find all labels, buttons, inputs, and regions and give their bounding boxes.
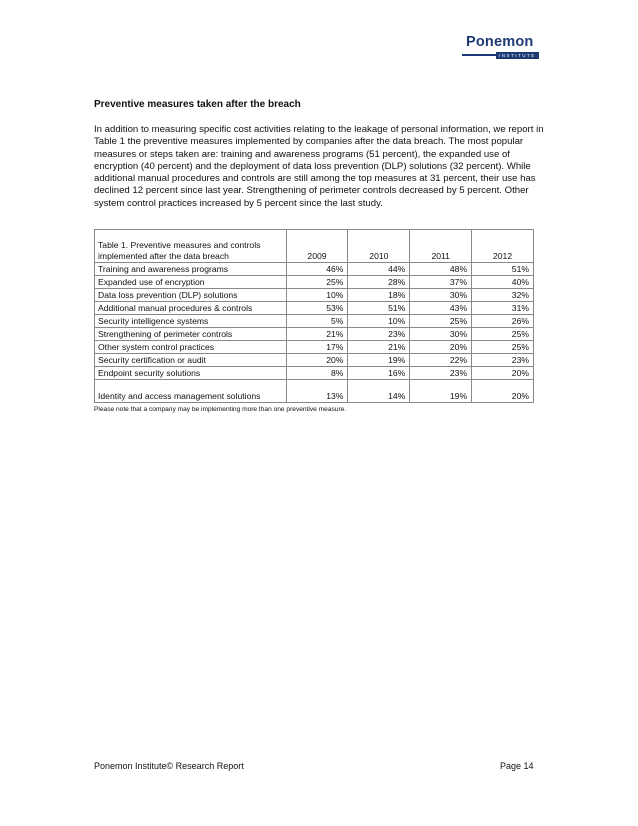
cell-value: 20% [472, 367, 534, 380]
cell-value: 31% [472, 302, 534, 315]
row-label: Data loss prevention (DLP) solutions [95, 289, 287, 302]
year-header: 2011 [410, 230, 472, 263]
cell-value: 21% [286, 328, 348, 341]
logo-subtitle: INSTITUTE [496, 52, 539, 59]
row-label: Security certification or audit [95, 354, 287, 367]
table-row [95, 302, 534, 315]
cell-value: 44% [348, 263, 410, 276]
body-paragraph: In addition to measuring specific cost activities relating to the leakage of personal information, we report in Table 1 the preventive measures implemented by companies after the data breach. The most popular measures or steps taken are: training and awareness programs (51 percent), the expanded use of encryption (40 percent) and the deployment of data loss prevention (DLP) solutions (32 percent). While additional manual procedures and controls are still among the top measures at 31 percent, their use has declined 12 percent since last year. Strengthening of perimeter controls decreased by 5 percent. Other system control practices increased by 5 percent since the last study. [94, 124, 544, 209]
row-label: Training and awareness programs [95, 263, 287, 276]
row-label: Other system control practices [95, 341, 287, 354]
cell-value: 10% [286, 289, 348, 302]
footer-report-title: Ponemon Institute© Research Report [94, 761, 244, 771]
cell-value: 13% [286, 380, 348, 403]
cell-value: 16% [348, 367, 410, 380]
footer-page-number: Page 14 [500, 761, 534, 771]
cell-value: 51% [472, 263, 534, 276]
preventive-measures-table [94, 229, 534, 403]
table-title: Table 1. Preventive measures and controls implemented after the data breach [95, 230, 287, 263]
logo-bar [462, 54, 496, 56]
cell-value: 23% [348, 328, 410, 341]
cell-value: 20% [286, 354, 348, 367]
cell-value: 14% [348, 380, 410, 403]
cell-value: 20% [410, 341, 472, 354]
year-header: 2009 [286, 230, 348, 263]
cell-value: 43% [410, 302, 472, 315]
cell-value: 25% [286, 276, 348, 289]
cell-value: 19% [410, 380, 472, 403]
cell-value: 5% [286, 315, 348, 328]
cell-value: 30% [410, 328, 472, 341]
cell-value: 40% [472, 276, 534, 289]
cell-value: 32% [472, 289, 534, 302]
table-header-row [95, 230, 534, 263]
table-row [95, 263, 534, 276]
table-footnote: Please note that a company may be implementing more than one preventive measure. [94, 406, 347, 413]
cell-value: 26% [472, 315, 534, 328]
cell-value: 21% [348, 341, 410, 354]
cell-value: 23% [472, 354, 534, 367]
cell-value: 48% [410, 263, 472, 276]
table-row [95, 289, 534, 302]
row-label: Identity and access management solutions [95, 380, 287, 403]
cell-value: 53% [286, 302, 348, 315]
cell-value: 46% [286, 263, 348, 276]
cell-value: 23% [410, 367, 472, 380]
row-label: Expanded use of encryption [95, 276, 287, 289]
cell-value: 18% [348, 289, 410, 302]
table-row [95, 367, 534, 380]
cell-value: 10% [348, 315, 410, 328]
row-label: Security intelligence systems [95, 315, 287, 328]
table-row [95, 354, 534, 367]
cell-value: 25% [472, 341, 534, 354]
year-header: 2010 [348, 230, 410, 263]
row-label: Endpoint security solutions [95, 367, 287, 380]
cell-value: 51% [348, 302, 410, 315]
cell-value: 28% [348, 276, 410, 289]
ponemon-logo [458, 34, 553, 64]
cell-value: 19% [348, 354, 410, 367]
cell-value: 25% [472, 328, 534, 341]
table-row [95, 341, 534, 354]
table-row [95, 276, 534, 289]
cell-value: 22% [410, 354, 472, 367]
row-label: Additional manual procedures & controls [95, 302, 287, 315]
cell-value: 8% [286, 367, 348, 380]
table-row [95, 315, 534, 328]
cell-value: 20% [472, 380, 534, 403]
logo-wordmark: Ponemon [466, 34, 534, 50]
row-label: Strengthening of perimeter controls [95, 328, 287, 341]
year-header: 2012 [472, 230, 534, 263]
cell-value: 17% [286, 341, 348, 354]
cell-value: 30% [410, 289, 472, 302]
cell-value: 37% [410, 276, 472, 289]
section-heading: Preventive measures taken after the breach [94, 99, 301, 110]
table-row [95, 328, 534, 341]
cell-value: 25% [410, 315, 472, 328]
table-row [95, 380, 534, 403]
